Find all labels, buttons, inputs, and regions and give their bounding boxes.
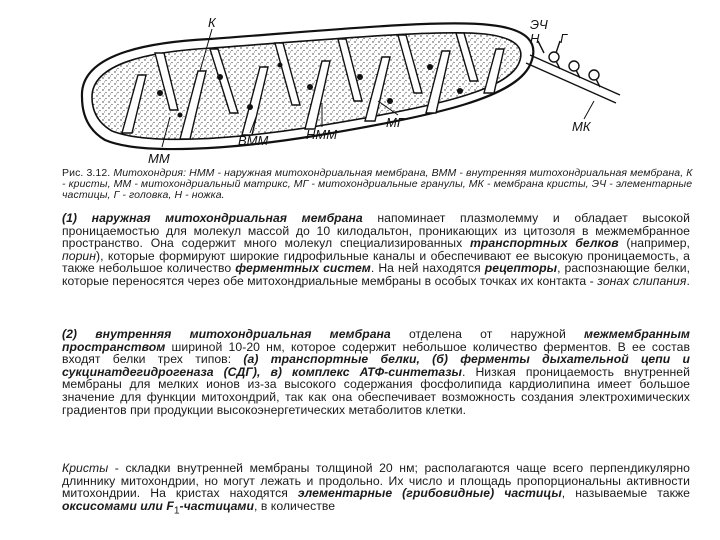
- p1-t1: напоминает плазмолемму и обладает высокой проницаемостью для молекул массой до 10 килодальтон, проникающих из цитозоля в межмембранное пространство. Она содержит много молекул специализированных: [62, 211, 690, 251]
- p1-i4: рецепторы: [484, 261, 558, 276]
- label-mk: МК: [572, 119, 591, 134]
- p2-t3: . Низкая проницаемость внутренней мембраны для мелких ионов из-за высокого содержания фосфолипида кардиолипина имеет большое значение для функции митохондрий, так как она обеспечивает возможность создания электрохимических градиентов при продукции высокоэнергетических метаболитов клетки.: [62, 364, 690, 417]
- p3-i3: оксисомами или F: [62, 498, 174, 513]
- p3-t1: - складки внутренней мембраны толщиной 20 нм; располагаются чаще всего перпендикулярно длиннику митохондрии, но могут лежать и продольно. Их число и площадь пропорциональны активности митохондрии. На кристах находятся: [62, 461, 690, 501]
- p1-t5: , распознающие белки, которые переносятся через обе митохондриальные мембраны в особых точках их контакта -: [62, 261, 691, 288]
- p2-lead: (2) внутренняя митохондриальная мембрана: [62, 327, 391, 341]
- label-k: К: [208, 15, 216, 30]
- label-mm: ММ: [148, 151, 170, 166]
- paragraph-inner-membrane: [62, 328, 690, 416]
- figure-caption: [62, 168, 694, 202]
- p2-t2: шириной 10-20 нм, которое содержит небольшое количество ферментов. В ее состав входят белки трех типов:: [62, 339, 690, 367]
- caption-text: Митохондрия: НММ - наружная митохондриальная мембрана, ВММ - внутренняя митохондриальная мембрана, К - кристы, ММ - митохондриальный матрикс, МГ - митохондриальные гранулы, МК - мембрана кристы, ЭЧ - элементарные частицы, Г - головка, Н - ножка.: [62, 167, 693, 202]
- p1-t6: .: [686, 273, 690, 288]
- paragraph-outer-membrane: [62, 212, 690, 288]
- p1-i1: транспортных белков: [470, 236, 619, 251]
- label-mg: МГ: [386, 115, 404, 130]
- p1-t3: ), которые формируют широкие гидрофильные каналы и обеспечивают ее высокую проницаемость, а также небольшое количество: [62, 248, 690, 276]
- mitochondrion-diagram: [60, 5, 700, 175]
- p1-t4: . На ней находятся: [370, 261, 485, 276]
- label-ech: ЭЧ: [530, 17, 548, 32]
- p2-t1: отделена от наружной: [390, 327, 585, 341]
- p2-i1: межмембранным пространством: [62, 327, 690, 354]
- p2-i2: (а) транспортные белки, (б) ферменты дыхательной цепи и сукцинатдегидрогеназа (СДГ), в) комплекс АТФ-синтетазы: [62, 352, 691, 379]
- p1-lead: (1) наружная митохондриальная мембрана: [62, 211, 363, 225]
- label-n: Н: [530, 31, 540, 46]
- p1-i3: ферментных систем: [235, 261, 371, 276]
- label-g: Г: [560, 31, 568, 46]
- p3-sub: 1: [173, 505, 180, 517]
- label-nmm: НММ: [306, 127, 338, 142]
- elementary-particles-inset: [526, 41, 620, 103]
- p1-t2: (например,: [618, 236, 690, 251]
- p3-t2: , называемые также: [561, 486, 690, 501]
- p1-i2: порин: [62, 248, 96, 263]
- paragraph-cristae: [62, 462, 690, 518]
- p3-i2: элементарные (грибовидные) частицы: [297, 486, 562, 501]
- p3-t4: , в количестве: [253, 498, 336, 513]
- caption-number: Рис. 3.12.: [62, 167, 111, 179]
- label-vmm: ВММ: [238, 133, 269, 148]
- p3-i1: Кристы: [62, 461, 109, 475]
- p1-i5: зонах слипания: [597, 273, 687, 288]
- p3-t3: -частицами: [179, 498, 254, 513]
